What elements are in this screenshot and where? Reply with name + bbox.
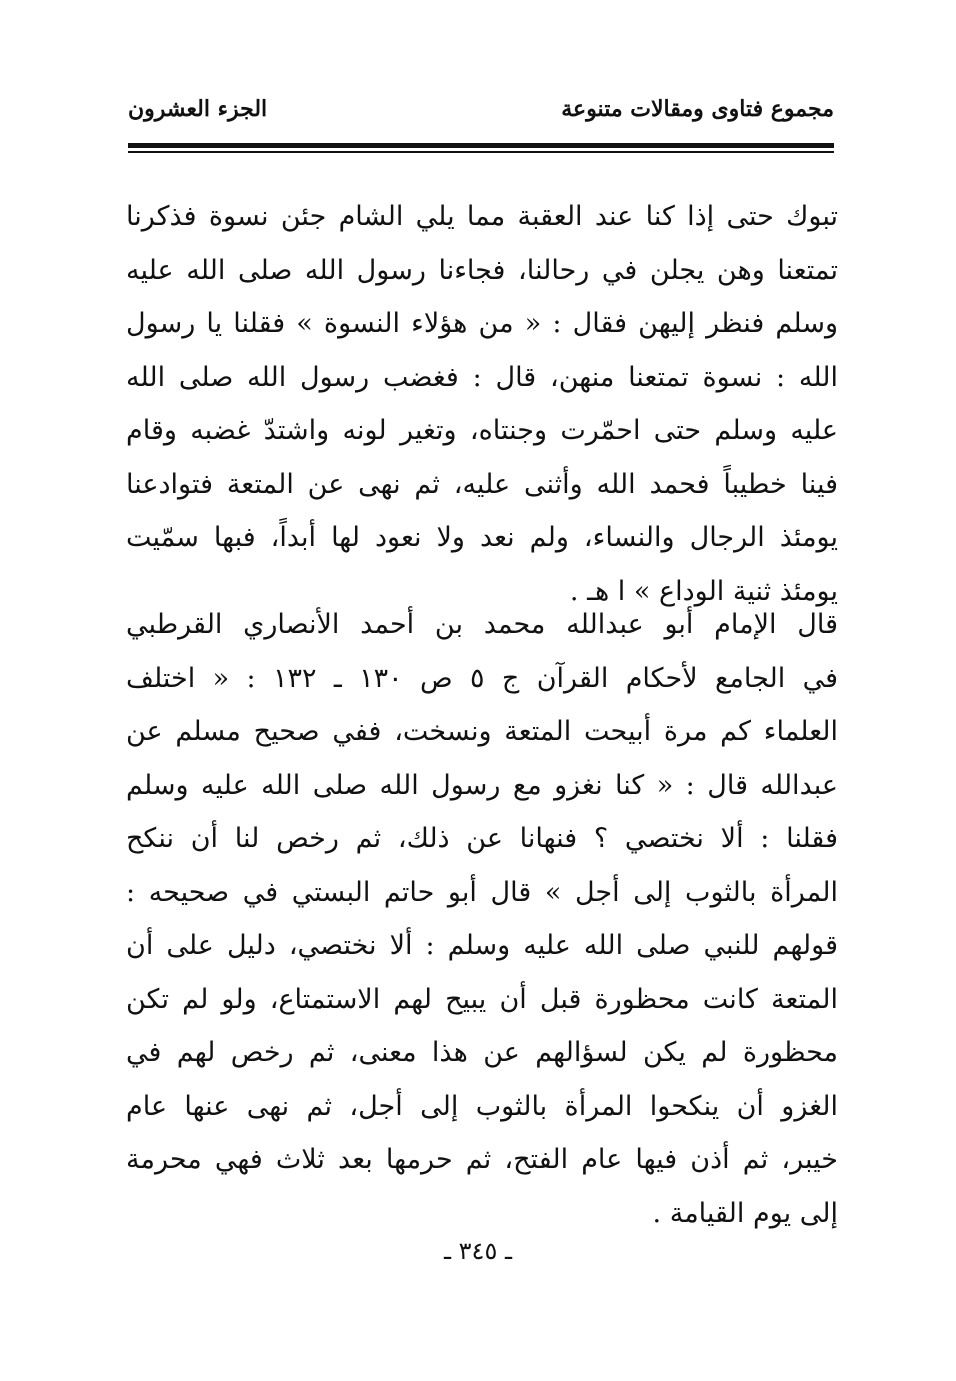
book-title: مجموع فتاوى ومقالات متنوعة: [561, 96, 834, 122]
text-line: الغزو أن ينكحوا المرأة بالثوب إلى أجل، ثم نهى عنها عام: [126, 1090, 838, 1122]
text-line: عبدالله قال : « كنا نغزو مع رسول الله صلى الله عليه وسلم: [126, 769, 838, 801]
paragraph-2: [126, 598, 838, 1240]
text-line: قال الإمام أبو عبدالله محمد بن أحمد الأنصاري القرطبي: [126, 609, 838, 640]
text-line: المرأة بالثوب إلى أجل » قال أبو حاتم البستي في صحيحه :: [126, 876, 838, 908]
text-line: يومئذ الرجال والنساء، ولم نعد ولا نعود لها أبداً، فبها سمّيت: [126, 522, 838, 553]
text-line: الله : نسوة تمتعنا منهن، قال : فغضب رسول الله صلى الله: [126, 361, 838, 393]
text-line: إلى يوم القيامة .: [652, 1197, 838, 1229]
text-line: يومئذ ثنية الوداع » ا هـ .: [569, 575, 838, 607]
text-line: وسلم فنظر إليهن فقال : « من هؤلاء النسوة » فقلنا يا رسول: [126, 308, 838, 339]
text-line: تبوك حتى إذا كنا عند العقبة مما يلي الشام جئن نسوة فذكرنا: [126, 201, 838, 232]
text-line: قولهم للنبي صلى الله عليه وسلم : ألا نختصي، دليل على أن: [126, 930, 838, 961]
text-line: تمتعنا وهن يجلن في رحالنا، فجاءنا رسول الله صلى الله عليه: [126, 254, 838, 286]
text-line: العلماء كم مرة أبيحت المتعة ونسخت، ففي صحيح مسلم عن: [126, 716, 838, 747]
volume-label: الجزء العشرون: [128, 96, 268, 122]
text-line: المتعة كانت محظورة قبل أن يبيح لهم الاستمتاع، ولو لم تكن: [126, 983, 838, 1015]
text-line: محظورة لم يكن لسؤالهم عن هذا معنى، ثم رخص لهم في: [126, 1037, 838, 1068]
running-header: [128, 96, 834, 136]
page-number: ـ ٣٤٥ ـ: [443, 1237, 512, 1265]
header-rule-thin: [128, 151, 834, 153]
text-line: عليه وسلم حتى احمّرت وجنتاه، وتغير لونه واشتدّ غضبه وقام: [126, 415, 838, 446]
text-line: فينا خطيباً فحمد الله وأثنى عليه، ثم نهى عن المتعة فتوادعنا: [126, 468, 838, 500]
text-line: خيبر، ثم أذن فيها عام الفتح، ثم حرمها بعد ثلاث فهي محرمة: [126, 1144, 838, 1175]
header-rule-thick: [128, 143, 834, 148]
text-line: في الجامع لأحكام القرآن ج ٥ ص ١٣٠ ـ ١٣٢ : « اختلف: [126, 662, 839, 694]
text-line: فقلنا : ألا نختصي ؟ فنهانا عن ذلك، ثم رخص لنا أن ننكح: [126, 823, 838, 854]
paragraph-1: [126, 190, 838, 618]
